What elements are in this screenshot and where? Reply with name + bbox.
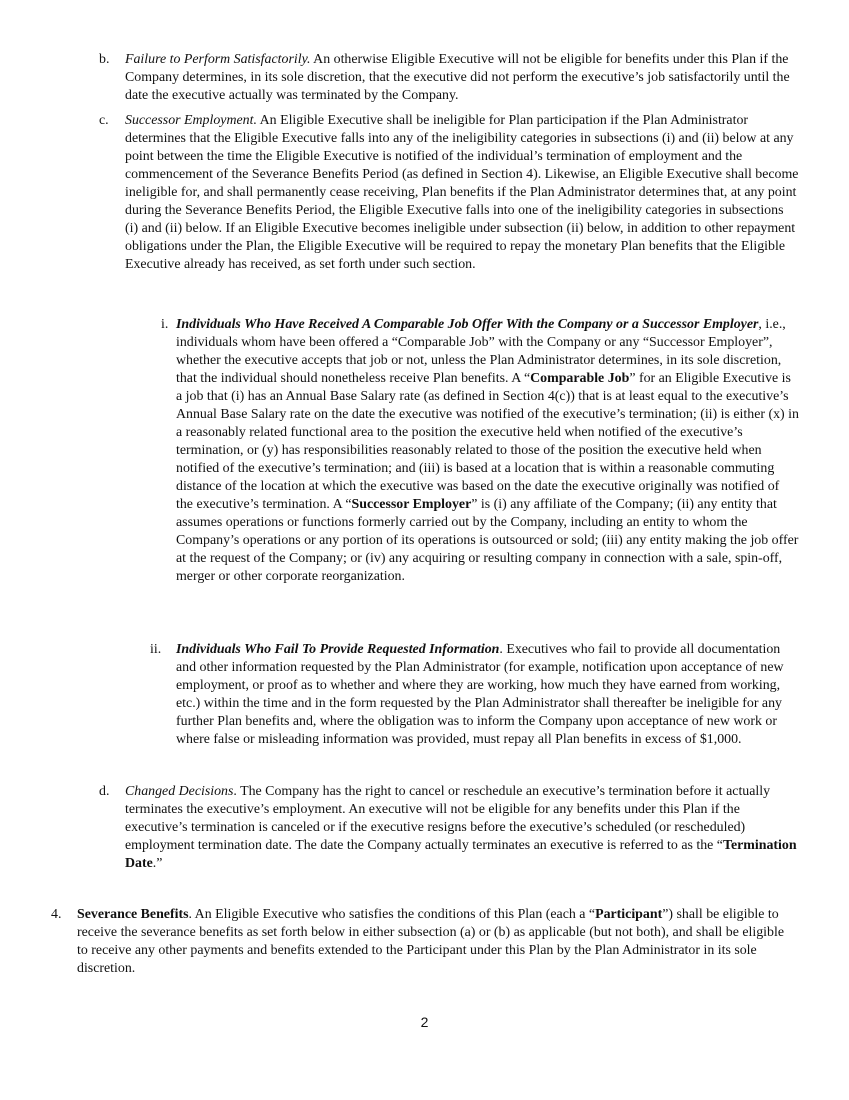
item-b — [99, 51, 795, 105]
section-4-body-2: ”) shall be eligible to receive the severance benefits as set forth below in either subsection (a) or (b) as applicable (but not both), and shall be eligible to receive any other payments and benefits extended to the Participant under this Plan by the Plan Administrator in its sole discretion. — [77, 907, 785, 976]
section-4 — [51, 906, 797, 978]
item-c-i-term-1: Comparable Job — [530, 371, 630, 386]
item-b-title: Failure to Perform Satisfactorily. — [125, 52, 311, 67]
item-c-i-marker: i. — [161, 317, 169, 332]
item-c-i-term-2: Successor Employer — [351, 497, 472, 512]
section-4-text — [77, 906, 797, 978]
item-d-marker: d. — [99, 784, 110, 799]
item-b-body: An otherwise Eligible Executive will not be eligible for benefits under this Plan if the Company determines, in its sole discretion, that the executive did not perform the executive’s job satisfactorily until the date the executive actually was terminated by the Company. — [125, 52, 790, 103]
item-d-title: Changed Decisions — [125, 784, 234, 799]
item-c-text — [125, 112, 799, 274]
item-c-i-body-1: , i.e., individuals whom have been offered a “Comparable Job” with the Company or any “Successor Employer”, whether the executive accepts that job or not, unless the Plan Administrator determines, in its sole discretion, that the individual should nonetheless receive Plan benefits. A “ — [176, 317, 786, 386]
item-d-body-1: . The Company has the right to cancel or reschedule an executive’s termination before it actually terminates the executive’s employment. An executive will not be eligible for any benefits under this Plan if the executive’s termination is canceled or if the executive resigns before the executive’s scheduled (or rescheduled) employment termination date. The date the Company actually terminates an executive is referred to as the “ — [125, 784, 771, 853]
item-b-marker: b. — [99, 52, 110, 67]
item-c-i-text — [176, 316, 799, 586]
item-c-ii — [150, 641, 796, 749]
item-c-i-body-2: ” for an Eligible Executive is a job that (i) has an Annual Base Salary rate (as defined in Section 4(c)) that is at least equal to the executive’s Annual Base Salary rate on the date the executive was notified of the executive’s termination; (ii) is either (x) in a reasonably related functional area to the position the executive held when notified of the executive’s termination, or (y) has responsibilities reasonably related to those of the position the executive held when notified of the executive’s termination; and (iii) is based at a location that is within a reasonable commuting distance of the location at which the executive was based on the date the executive originally was notified of the executive’s termination. A “ — [176, 371, 799, 512]
item-c-body: An Eligible Executive shall be ineligible for Plan participation if the Plan Administrator determines that the Eligible Executive falls into any of the ineligibility categories in subsections (i) and (ii) below at any point between the time the Eligible Executive is notified of the individual’s termination of employment and the commencement of the Severance Benefits Period (as defined in Section 4). Likewise, an Eligible Executive shall become ineligible for, and shall permanently cease receiving, Plan benefits if the Plan Administrator determines that, at any point during the Severance Benefits Period, the Eligible Executive falls into one of the ineligibility categories in subsections (i) and (ii) below. If an Eligible Executive becomes ineligible under subsection (ii) below, in addition to other repayment obligations under the Plan, the Eligible Executive will be required to repay the monetary Plan benefits that the Eligible Executive already has received, as set forth under such section. — [125, 113, 799, 272]
item-c-ii-marker: ii. — [150, 642, 162, 657]
item-d-text — [125, 783, 799, 873]
section-4-body-1: . An Eligible Executive who satisfies the conditions of this Plan (each a “ — [188, 907, 596, 922]
item-c-i-title: Individuals Who Have Received A Comparable Job Offer With the Company or a Successor Employer — [176, 317, 759, 332]
item-c — [99, 112, 799, 274]
item-c-ii-title: Individuals Who Fail To Provide Requested Information — [176, 642, 500, 657]
section-4-term: Participant — [595, 907, 663, 922]
item-b-text — [125, 51, 795, 105]
section-4-title: Severance Benefits — [77, 907, 189, 922]
section-4-marker: 4. — [51, 907, 62, 922]
item-c-title: Successor Employment. — [125, 113, 257, 128]
item-d-term: Termination Date — [125, 838, 797, 871]
item-c-marker: c. — [99, 113, 109, 128]
item-c-i-body-3: ” is (i) any affiliate of the Company; (ii) any entity that assumes operations or functions formerly carried out by the Company, including an entity to whom the Company’s operations or any portion of its operations is outsourced or sold; (iii) any entity making the job offer at the request of the Company; or (iv) any acquiring or resulting company in connection with a sale, spin-off, merger or other corporate reorganization. — [176, 497, 799, 584]
item-d — [99, 783, 799, 873]
item-d-body-2: .” — [152, 856, 163, 871]
item-c-ii-body: . Executives who fail to provide all documentation and other information requested by the Plan Administrator (for example, notification upon acceptance of new employment, or proof as to whether and where they are working, how much they have earned from working, etc.) within the time and in the form requested by the Plan Administrator shall thereafter be ineligible for any further Plan benefits and, where the obligation was to inform the Company upon acceptance of new work or where false or misleading information was provided, must repay all Plan benefits in excess of $1,000. — [176, 642, 784, 747]
page-number: 2 — [420, 1014, 429, 1030]
item-c-ii-text — [176, 641, 796, 749]
item-c-i — [161, 316, 799, 586]
